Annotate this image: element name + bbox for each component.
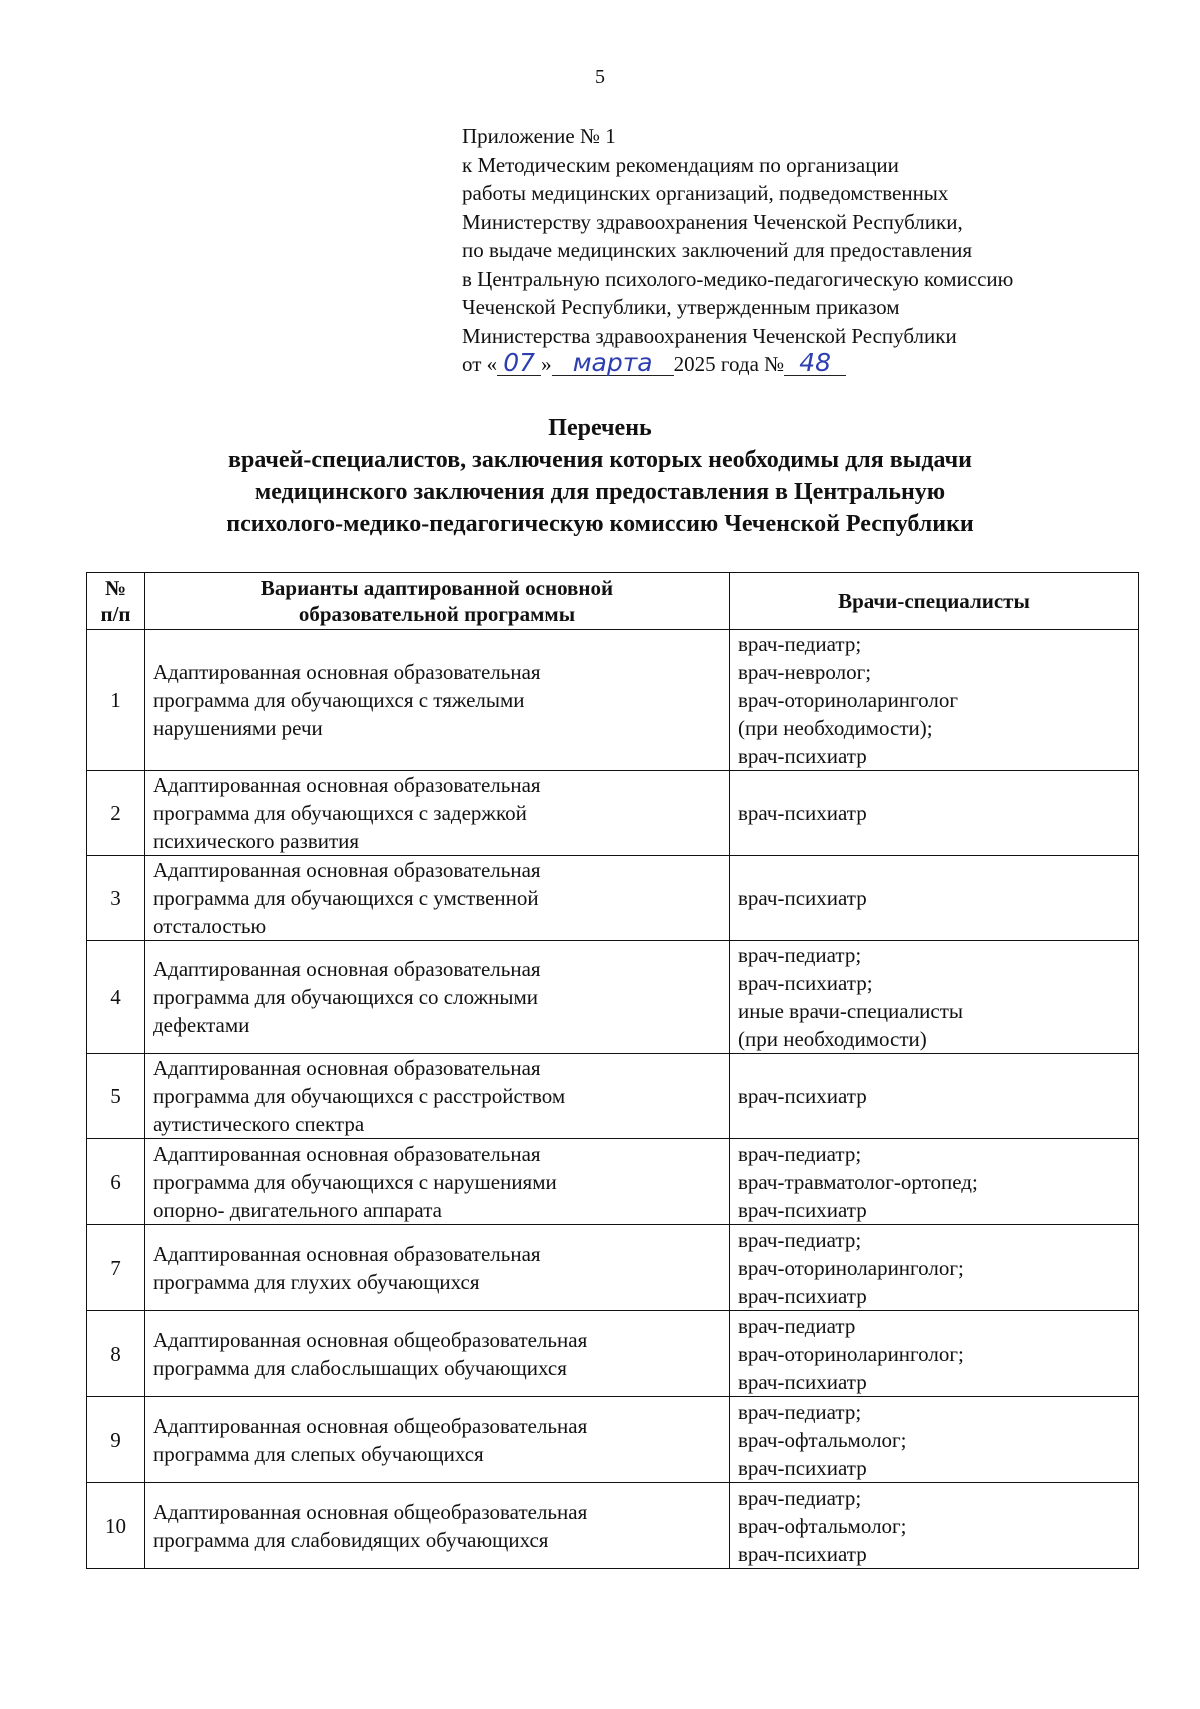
appendix-line: Министерства здравоохранения Чеченской Республики [462,323,957,348]
specialist-line: врач-педиатр; [738,943,862,967]
specialists-cell [730,941,1139,1054]
row-number: 4 [87,941,145,1054]
appendix-line: в Центральную психолого-медико-педагогическую комиссию [462,266,1014,291]
title-line: психолого-медико-педагогическую комиссию Чеченской Республики [226,511,974,537]
program-line: опорно- двигательного аппарата [153,1197,442,1222]
title-line: Перечень [548,415,652,441]
row-number: 6 [87,1139,145,1225]
specialists-cell [730,1483,1139,1569]
specialist-line: врач-педиатр [738,1313,856,1338]
program-line: Адаптированная основная образовательная [153,957,541,981]
specialists-cell [730,1054,1139,1139]
specialist-line: врач-психиатр [738,1197,867,1222]
program-line: Адаптированная основная общеобразовательная [153,1327,588,1352]
specialist-line: врач-педиатр; [738,1485,862,1510]
row-number: 7 [87,1225,145,1311]
program-cell [145,1483,730,1569]
table-row [87,856,1139,941]
program-line: Адаптированная основная образовательная [153,1241,541,1266]
row-number: 1 [87,630,145,771]
specialist-line: (при необходимости) [738,1027,927,1051]
program-cell [145,1139,730,1225]
program-line: аутистического спектра [153,1112,365,1136]
specialist-line: врач-психиатр [738,1283,867,1308]
specialist-line: врач-психиатр [738,1455,867,1480]
header-num [87,573,145,630]
row-number: 10 [87,1483,145,1569]
header-specialists: Врачи-специалисты [730,573,1139,630]
table-row [87,1397,1139,1483]
program-line: программа для глухих обучающихся [153,1269,480,1294]
specialist-line: врач-психиатр; [738,971,873,995]
specialist-line: (при необходимости); [738,716,933,740]
program-cell [145,1397,730,1483]
table-row [87,1225,1139,1311]
specialist-line: врач-психиатр [738,801,867,825]
specialist-line: врач-педиатр; [738,1141,862,1166]
program-line: Адаптированная основная образовательная [153,660,541,684]
program-cell [145,1054,730,1139]
appendix-line: Чеченской Республики, утвержденным приказом [462,295,900,319]
program-line: Адаптированная основная образовательная [153,1056,541,1080]
specialist-line: врач-оториноларинголог; [738,1255,964,1280]
program-line: отсталостью [153,914,267,938]
date-prefix: от « [462,352,498,376]
specialists-cell [730,630,1139,771]
program-line: дефектами [153,1013,250,1037]
header-program-line: образовательной программы [298,602,576,626]
specialists-cell [730,856,1139,941]
appendix-line: Министерству здравоохранения Чеченской Республики, [462,209,963,234]
page-number: 5 [595,66,605,88]
specialist-line: врач-педиатр; [738,1399,862,1424]
table-row [87,771,1139,856]
row-number: 5 [87,1054,145,1139]
specialists-cell [730,1311,1139,1397]
program-cell [145,1225,730,1311]
program-cell [145,771,730,856]
header-num-line: п/п [100,602,131,626]
table-row [87,941,1139,1054]
row-number: 9 [87,1397,145,1483]
order-date-line [462,350,1162,379]
program-line: психического развития [153,829,360,853]
specialist-line: врач-психиатр [738,744,867,768]
handwritten-order-number: 48 [784,351,846,376]
specialists-cell [730,1139,1139,1225]
table-row [87,1054,1139,1139]
specialists-cell [730,1225,1139,1311]
appendix-line: работы медицинских организаций, подведомственных [462,181,949,205]
table-row [87,630,1139,771]
title-line: медицинского заключения для предоставления в Центральную [254,479,946,505]
row-number: 2 [87,771,145,856]
appendix-line: по выдаче медицинских заключений для предоставления [462,238,973,262]
program-line: программа для обучающихся с нарушениями [153,1169,557,1194]
appendix-block [462,122,1162,379]
specialist-line: врач-педиатр; [738,632,862,656]
program-line: программа для обучающихся с умственной [153,886,539,910]
specialist-line: врач-психиатр [738,886,867,910]
program-line: Адаптированная основная образовательная [153,1141,541,1166]
specialist-line: врач-невролог; [738,660,872,684]
handwritten-month: марта [552,351,674,376]
specialist-line: врач-психиатр [738,1369,867,1394]
table-row [87,1483,1139,1569]
program-line: программа для обучающихся с тяжелыми [153,688,525,712]
specialist-line: иные врачи-специалисты [738,999,964,1023]
quote-close: » [541,352,552,376]
program-line: Адаптированная основная общеобразовательная [153,1413,588,1438]
header-num-line: № [104,576,127,600]
program-line: Адаптированная основная общеобразовательная [153,1499,588,1524]
year-text: 2025 года № [673,352,785,376]
specialists-table [86,572,1139,1569]
specialist-line: врач-офтальмолог; [738,1427,907,1452]
table-header-row [87,573,1139,630]
program-line: программа для слепых обучающихся [153,1441,484,1466]
row-number: 3 [87,856,145,941]
program-line: Адаптированная основная образовательная [153,858,541,882]
specialists-cell [730,771,1139,856]
program-line: программа для слабовидящих обучающихся [153,1527,549,1552]
program-line: Адаптированная основная образовательная [153,773,541,797]
table-body [87,630,1139,1569]
handwritten-day: 07 [497,351,541,376]
appendix-line: Приложение № 1 [462,124,616,148]
specialist-line: врач-психиатр [738,1084,867,1108]
appendix-line: к Методическим рекомендациям по организации [462,152,899,177]
specialist-line: врач-оториноларинголог; [738,1341,964,1366]
row-number: 8 [87,1311,145,1397]
program-cell [145,1311,730,1397]
specialist-line: врач-офтальмолог; [738,1513,907,1538]
header-program [145,573,730,630]
table-row [87,1139,1139,1225]
specialist-line: врач-психиатр [738,1541,867,1566]
table-row [87,1311,1139,1397]
program-cell [145,630,730,771]
program-line: программа для обучающихся с задержкой [153,801,527,825]
title-line: врачей-специалистов, заключения которых необходимы для выдачи [228,447,972,473]
program-line: программа для обучающихся со сложными [153,985,538,1009]
program-cell [145,941,730,1054]
header-program-line: Варианты адаптированной основной [260,576,614,600]
document-title [150,412,1050,540]
specialist-line: врач-оториноларинголог [738,688,958,712]
program-line: нарушениями речи [153,716,323,740]
program-line: программа для обучающихся с расстройством [153,1084,566,1108]
specialist-line: врач-педиатр; [738,1227,862,1252]
program-line: программа для слабослышащих обучающихся [153,1355,567,1380]
specialist-line: врач-травматолог-ортопед; [738,1169,978,1194]
specialists-cell [730,1397,1139,1483]
program-cell [145,856,730,941]
